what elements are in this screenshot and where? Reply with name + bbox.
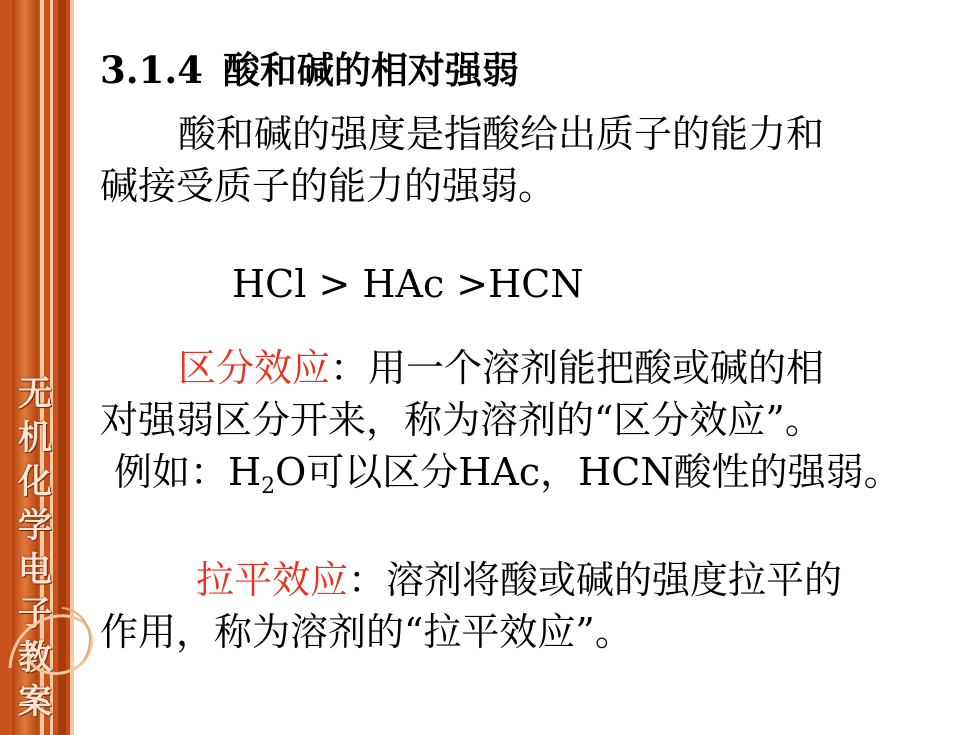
sidebar-label-char: 无 bbox=[18, 374, 52, 414]
term-leveling-effect: 拉平效应 bbox=[196, 558, 349, 602]
sidebar-label-char: 子 bbox=[18, 594, 52, 634]
section-title: 酸和碱的相对强弱 bbox=[223, 49, 519, 92]
example-text: O可以区分HAc，HCN酸性的强弱。 bbox=[275, 450, 902, 494]
sidebar-label-char: 案 bbox=[18, 682, 52, 722]
strength-order: HCl > HAc >HCN bbox=[232, 262, 584, 306]
section-number: 3.1.4 bbox=[100, 48, 203, 92]
sidebar-label-char: 教 bbox=[18, 638, 52, 678]
paragraph-line: 对强弱区分开来，称为溶剂的“区分效应”。 bbox=[100, 398, 823, 442]
sidebar-label-char: 学 bbox=[18, 506, 52, 546]
leveling-effect-paragraph bbox=[100, 554, 842, 658]
decorative-sidebar bbox=[0, 0, 74, 735]
subscript: 2 bbox=[261, 474, 276, 499]
definition-paragraph bbox=[100, 108, 824, 212]
paragraph-line: 作用，称为溶剂的“拉平效应”。 bbox=[100, 610, 633, 654]
paragraph-line bbox=[100, 342, 902, 394]
example-line bbox=[100, 446, 902, 498]
paragraph-text: 用一个溶剂能把酸或碱的相 bbox=[368, 346, 825, 390]
sidebar-label-char: 电 bbox=[18, 550, 52, 590]
colon: ： bbox=[348, 558, 387, 602]
term-differentiating-effect: 区分效应 bbox=[178, 346, 331, 390]
colon: ： bbox=[330, 346, 369, 390]
paragraph-line: 酸和碱的强度是指酸给出质子的能力和 bbox=[178, 112, 825, 156]
paragraph-line bbox=[100, 554, 842, 606]
example-prefix: 例如：H bbox=[114, 450, 262, 494]
sidebar-label-char: 化 bbox=[18, 462, 52, 502]
swirl-ornament-icon bbox=[2, 598, 98, 682]
sidebar-label-char: 机 bbox=[18, 418, 52, 458]
page-title bbox=[100, 40, 519, 94]
differentiating-effect-paragraph bbox=[100, 342, 902, 498]
paragraph-text: 溶剂将酸或碱的强度拉平的 bbox=[386, 558, 843, 602]
paragraph-line: 碱接受质子的能力的强弱。 bbox=[100, 164, 557, 208]
